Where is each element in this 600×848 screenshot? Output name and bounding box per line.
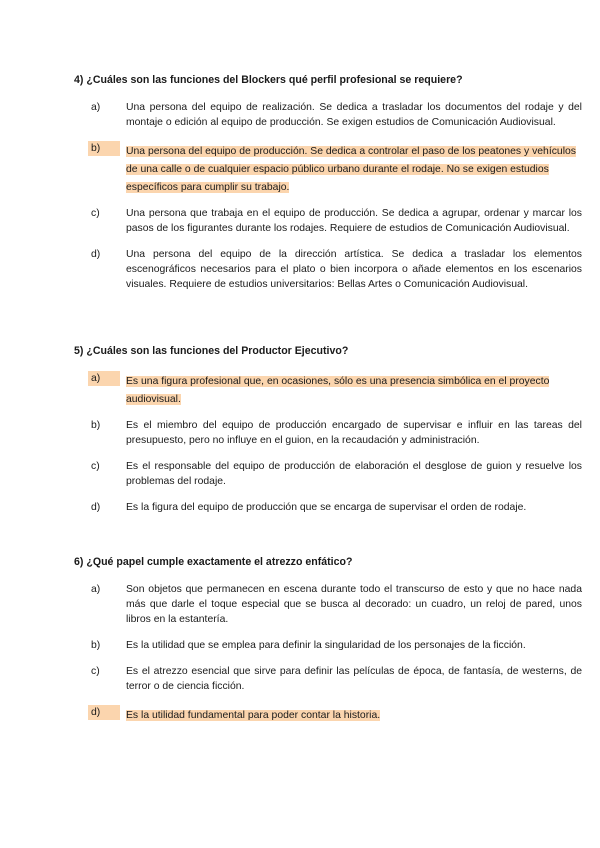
- option-c: [91, 664, 582, 694]
- question-6: [74, 555, 582, 734]
- option-text: Es el miembro del equipo de producción encargado de supervisar e influir en las tareas del presupuesto, pero no influye en el guion, en la recaudación y administración.: [126, 420, 582, 446]
- question-title: 6) ¿Qué papel cumple exactamente el atrezzo enfático?: [74, 556, 353, 568]
- answer-options: [74, 100, 582, 292]
- option-letter: b): [91, 640, 101, 651]
- option-letter: c): [91, 208, 100, 219]
- option-d: [91, 247, 582, 292]
- option-text: Es la figura del equipo de producción que se encarga de supervisar el orden de rodaje.: [126, 502, 527, 513]
- option-d-correct: [91, 705, 582, 723]
- option-a: [91, 100, 582, 130]
- option-letter: b): [91, 420, 101, 431]
- option-letter: a): [91, 584, 101, 595]
- option-letter: c): [91, 461, 100, 472]
- option-letter: c): [91, 666, 100, 677]
- option-text-highlighted: Es la utilidad fundamental para poder contar la historia.: [126, 710, 381, 721]
- option-b: [91, 638, 582, 653]
- option-text: Una persona que trabaja en el equipo de producción. Se dedica a agrupar, ordenar y marcar los pasos de los figurantes durante los rodajes. Requiere de estudios de Comunicación Audiovisual.: [126, 208, 582, 234]
- option-b: [91, 418, 582, 448]
- option-c: [91, 459, 582, 489]
- question-title: 5) ¿Cuáles son las funciones del Productor Ejecutivo?: [74, 345, 349, 357]
- question-4: [74, 73, 582, 303]
- option-text: Una persona del equipo de realización. Se dedica a trasladar los documentos del rodaje y del montaje o edición al equipo de producción. Se exigen estudios de Comunicación Audiovisual.: [126, 102, 582, 128]
- question-title: 4) ¿Cuáles son las funciones del Blockers qué perfil profesional se requiere?: [74, 74, 463, 86]
- question-5: [74, 344, 582, 526]
- option-text: Es el responsable del equipo de producción de elaboración el desglose de guion y resuelve los problemas del rodaje.: [126, 461, 582, 487]
- option-letter: a): [88, 371, 120, 386]
- option-a-correct: [91, 371, 582, 407]
- option-text: Una persona del equipo de la dirección artística. Se dedica a trasladar los elementos escenográficos necesarios para el plato o bien incorpora o añade elementos en los escenarios visuales. Requiere de estudios universitarios: Bellas Artes o Comunicación Audiovisual.: [126, 249, 582, 290]
- option-c: [91, 206, 582, 236]
- option-a: [91, 582, 582, 627]
- option-letter: b): [88, 141, 120, 156]
- option-letter: d): [91, 502, 101, 513]
- option-letter: d): [91, 249, 101, 260]
- option-text-highlighted: Es una figura profesional que, en ocasiones, sólo es una presencia simbólica en el proyecto audiovisual.: [126, 376, 550, 405]
- answer-options: [74, 582, 582, 723]
- option-text: Son objetos que permanecen en escena durante todo el transcurso de esto y que no hace nada más que darle el toque especial que se busca al decorado: un cuadro, un reloj de pared, unos libros en la estantería.: [126, 584, 582, 625]
- option-text-highlighted: Una persona del equipo de producción. Se dedica a controlar el paso de los peatones y vehículos de una calle o de cualquier espacio público urbano durante el rodaje. No se exigen estudios específicos para cumplir su trabajo.: [126, 146, 576, 193]
- option-letter: a): [91, 102, 101, 113]
- option-letter: d): [88, 705, 120, 720]
- option-text: Es el atrezzo esencial que sirve para definir las películas de época, de fantasía, de westerns, de terror o de ciencia ficción.: [126, 666, 582, 692]
- option-d: [91, 500, 582, 515]
- option-text: Es la utilidad que se emplea para definir la singularidad de los personajes de la ficción.: [126, 640, 526, 651]
- option-b-correct: [91, 141, 582, 195]
- answer-options: [74, 371, 582, 515]
